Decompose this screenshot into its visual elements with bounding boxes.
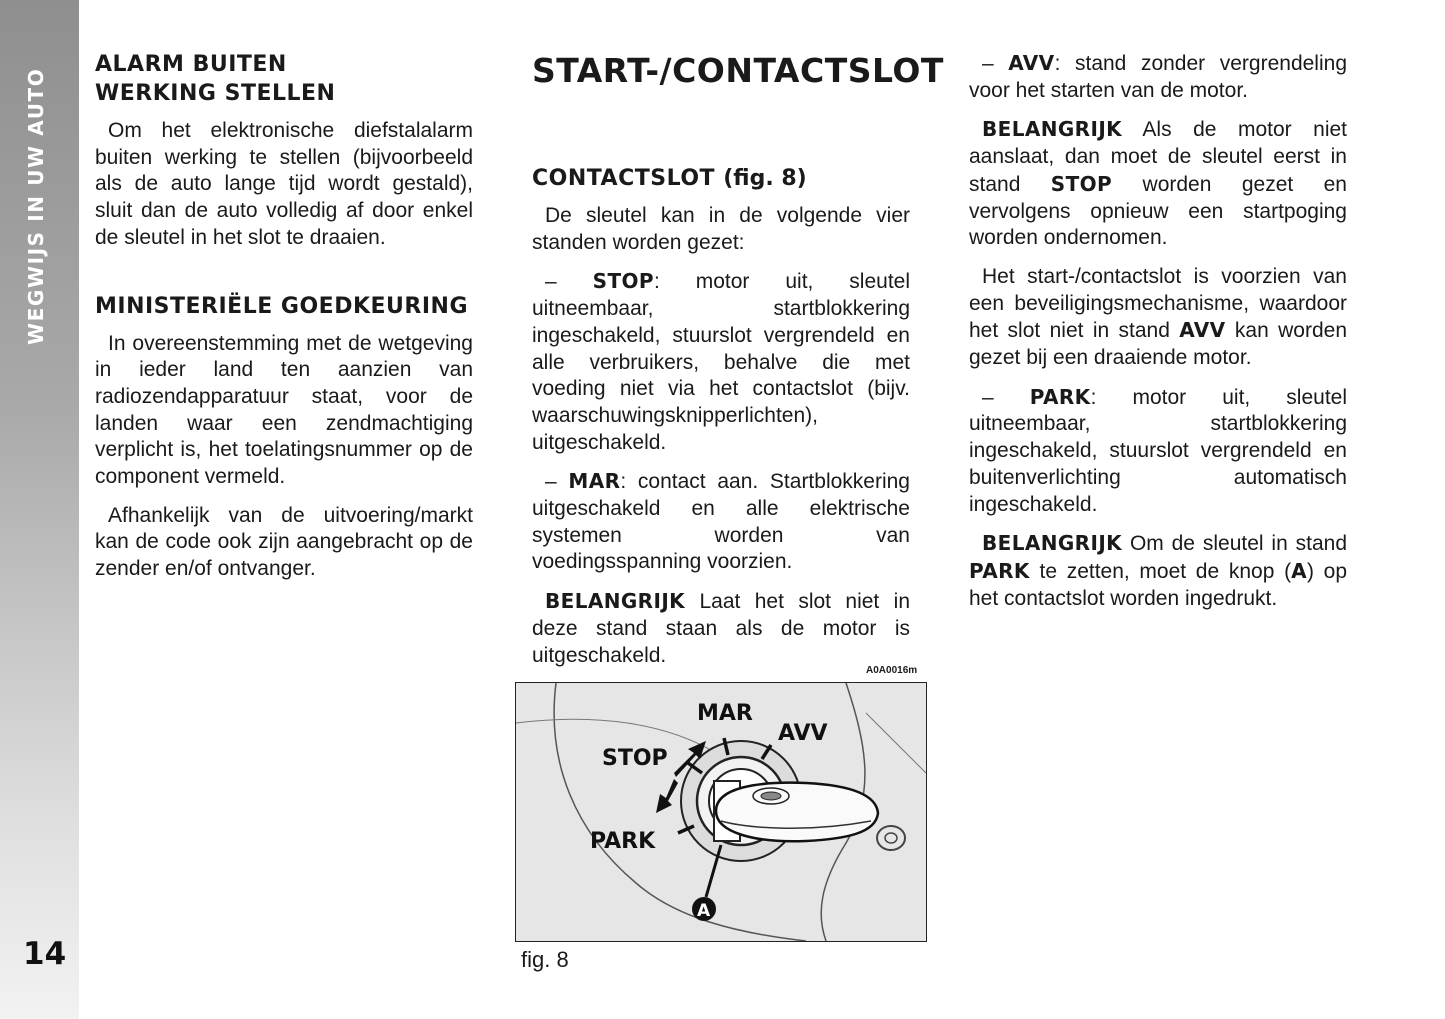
- heading-contactslot: CONTACTSLOT (fig. 8): [532, 166, 807, 191]
- paragraph-approval: In overeenstemming met de wetgeving in ieder land ten aanzien van radiozendapparatuur staat, voor de landen waar een zendmachtiging verplicht is, het toelatingsnummer op de component vermeld.: [95, 331, 473, 489]
- figure-code: A0A0016m: [866, 665, 918, 676]
- paragraph-security: Het start-/contactslot is voorzien van een beveiligingsmechanisme, waardoor het slot niet in stand AVV kan worden gezet bij een draaiende motor.: [969, 264, 1348, 370]
- label-stop: STOP: [602, 746, 668, 771]
- side-band: [0, 0, 79, 1019]
- paragraph-mar: – MAR: contact aan. Startblokkering uitgeschakeld en alle elektrische systemen worden van voedingsspanning voorzien.: [532, 469, 910, 574]
- page-number: 14: [23, 936, 67, 972]
- paragraph-avv: – AVV: stand zonder vergrendeling voor het starten van de motor.: [969, 51, 1347, 102]
- label-park: PARK: [590, 829, 656, 854]
- paragraph-important-start: BELANGRIJK Als de motor niet aanslaat, dan moet de sleutel eerst in stand STOP worden gezet en vervolgens opnieuw een startpoging worden ondernomen.: [969, 117, 1347, 250]
- page-title: START-/CONTACTSLOT: [532, 51, 944, 90]
- ignition-figure: [515, 682, 927, 942]
- label-a: A: [697, 901, 711, 921]
- paragraph-stop: – STOP: motor uit, sleutel uitneembaar, startblokkering ingeschakeld, stuurslot vergrendeld en alle verbruikers, behalve die met voeding niet via het contactslot (bijv. waarschuwingsknipperlichten), uitgeschakeld.: [532, 269, 911, 454]
- paragraph-intro: De sleutel kan in de volgende vier standen worden gezet:: [532, 204, 910, 254]
- paragraph-important-park: BELANGRIJK Om de sleutel in stand PARK te zetten, moet de knop (A) op het contactslot worden ingedrukt.: [969, 531, 1348, 610]
- label-avv: AVV: [778, 721, 828, 746]
- heading-alarm: ALARM BUITEN WERKING STELLEN: [95, 52, 336, 106]
- paragraph-important: BELANGRIJK Laat het slot niet in deze stand staan als de motor is uitgeschakeld.: [532, 589, 910, 667]
- column-right: [969, 50, 1347, 624]
- figure-caption: fig. 8: [521, 947, 569, 972]
- column-left: [95, 50, 473, 595]
- section-title: WEGWIJS IN UW AUTO: [24, 67, 48, 345]
- paragraph-alarm: Om het elektronische diefstalalarm buiten werking te stellen (bijvoorbeeld als de auto lange tijd wordt gestald), sluit dan de auto volledig af door enkel de sleutel in het slot te draaien.: [95, 119, 473, 249]
- paragraph-park: – PARK: motor uit, sleutel uitneembaar, startblokkering ingeschakeld, stuurslot vergrendeld en buitenverlichting automatisch ingeschakeld.: [969, 384, 1348, 516]
- paragraph-code: Afhankelijk van de uitvoering/markt kan de code ook zijn aangebracht op de zender en/of ontvanger.: [95, 503, 473, 581]
- column-middle: [532, 50, 944, 681]
- ignition-illustration: [516, 683, 926, 941]
- label-mar: MAR: [697, 701, 753, 726]
- heading-approval: MINISTERIËLE GOEDKEURING: [95, 293, 469, 319]
